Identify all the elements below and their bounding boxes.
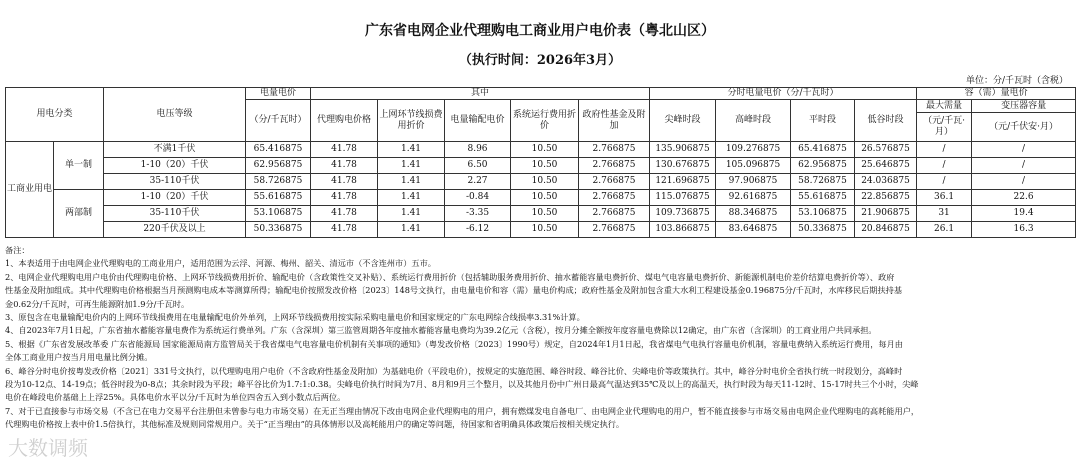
cell-sys: 10.50 (511, 190, 579, 206)
cell-proxy: 41.78 (311, 174, 378, 190)
notes-section (5, 244, 1075, 432)
cell-transformer: / (972, 174, 1076, 190)
table-row (6, 158, 1076, 174)
note-line: 段为10-12点、14-19点；低谷时段为0-8点；其余时段为平段；峰平谷比价为1.7:1:0.38。尖峰电价执行时间为7月、8月和9月三个整月，以及其他月份中广州日最高气温达到35℃及以上的高温天，执行时段为每天11-12时、15-17时共三个小时，尖峰 (5, 379, 919, 390)
header-transmission: 电量输配电价 (445, 100, 511, 142)
cell-proxy: 41.78 (311, 142, 378, 158)
cell-sharp: 103.866875 (650, 222, 716, 238)
notes-heading: 备注： (5, 245, 30, 255)
header-flat: 平时段 (791, 100, 855, 142)
table-row (6, 174, 1076, 190)
cell-energy: 53.106875 (246, 206, 311, 222)
cell-demand: / (917, 158, 972, 174)
cell-sys: 10.50 (511, 222, 579, 238)
note-line: 4、自2023年7月1日起，广东省抽水蓄能容量电费作为系统运行费单列。广东（含深圳）第三监管周期各年度抽水蓄能容量电费均为39.2亿元（含税），按月分摊全额按年度容量电费除以12确定，由广东省（含深圳）的工商业用户共同承担。 (5, 325, 877, 336)
header-proxy-price: 代理购电价格 (311, 100, 378, 142)
cell-voltage: 不满1千伏 (104, 142, 246, 158)
table-row (6, 190, 1076, 206)
note-line: 全体工商业用户按当月用电量比例分摊。 (5, 352, 153, 363)
note-line: 1、本表适用于由电网企业代理购电的工商业用户，适用范围为云浮、河源、梅州、韶关、清远市（不含连州市）五市。 (5, 258, 436, 269)
cell-fund: 2.766875 (579, 174, 650, 190)
cell-demand: 31 (917, 206, 972, 222)
note-line: 5、根据《广东省发展改革委 广东省能源局 国家能源局南方监管局关于我省煤电气电容量电价机制有关事项的通知》（粤发改价格〔2023〕1990号）规定，自2024年1月1日起，我省煤电气电执行容量电价机制，容量电费纳入系统运行费用，每月由 (5, 338, 903, 349)
cell-transformer: / (972, 158, 1076, 174)
header-system-cost: 系统运行费用折价 (511, 100, 579, 142)
cell-trans: -6.12 (445, 222, 511, 238)
table-row (6, 222, 1076, 238)
cell-voltage: 35-110千伏 (104, 206, 246, 222)
cell-loss: 1.41 (378, 206, 445, 222)
cell-peak: 83.646875 (716, 222, 791, 238)
cell-peak: 97.906875 (716, 174, 791, 190)
cell-fund: 2.766875 (579, 142, 650, 158)
cell-valley: 24.036875 (855, 174, 917, 190)
note-line: 7、对于已直接参与市场交易（不含已在电力交易平台注册但未曾参与电力市场交易）在无正当理由情况下改由电网企业代理购电的用户，拥有燃煤发电自备电厂、由电网企业代理购电的用户，暂不能直接参与市场交易由电网企业代理购电的高耗能用户， (5, 405, 920, 416)
header-of-which: 其中 (311, 88, 650, 100)
cell-sys: 10.50 (511, 158, 579, 174)
cell-fund: 2.766875 (579, 190, 650, 206)
cell-trans: 2.27 (445, 174, 511, 190)
cell-proxy: 41.78 (311, 206, 378, 222)
unit-label: 单位：分/千瓦时（含税） (965, 76, 1068, 86)
cell-demand: 26.1 (917, 222, 972, 238)
note-line: 2、电网企业代理购电用户电价由代理购电价格、上网环节线损费用折价、输配电价（含政策性交叉补贴）、系统运行费用折价（包括辅助服务费用折价、抽水蓄能容量电费折价、煤电气电容量电费折价、新能源机制电价差价结算电费折价等）、政府 (5, 271, 895, 282)
note-line: 性基金及附加组成。其中代理购电价格根据当月预测购电成本等测算所得；输配电价按照发改价格〔2023〕148号文执行，由电量电价和容（需）量电价构成；政府性基金及附加包含重大水利工程建设基金0.196875分/千瓦时，水库移民后期扶持基 (5, 285, 903, 296)
cell-transformer: 16.3 (972, 222, 1076, 238)
cell-flat: 53.106875 (791, 206, 855, 222)
header-energy-price: 电量电价 (246, 88, 311, 100)
cell-peak: 105.096875 (716, 158, 791, 174)
cell-proxy: 41.78 (311, 158, 378, 174)
cell-sys: 10.50 (511, 174, 579, 190)
cell-energy: 62.956875 (246, 158, 311, 174)
cell-demand: 36.1 (917, 190, 972, 206)
cell-trans: 8.96 (445, 142, 511, 158)
cell-sharp: 135.906875 (650, 142, 716, 158)
note-line: 3、原包含在电量输配电价内的上网环节线损费用在电量输配电价外单列，上网环节线损费用按实际采购电量电价和国家规定的广东电网综合线损率3.31%计算。 (5, 312, 585, 323)
cell-valley: 20.846875 (855, 222, 917, 238)
price-table (5, 87, 1076, 238)
cell-voltage: 35-110千伏 (104, 174, 246, 190)
header-transformer: 变压器容量 (972, 100, 1076, 113)
cell-transformer: 19.4 (972, 206, 1076, 222)
cell-transformer: 22.6 (972, 190, 1076, 206)
header-tou: 分时电量电价（分/千瓦时） (650, 88, 917, 100)
cell-peak: 88.346875 (716, 206, 791, 222)
cell-flat: 62.956875 (791, 158, 855, 174)
cell-valley: 25.646875 (855, 158, 917, 174)
header-gov-fund: 政府性基金及附加 (579, 100, 650, 142)
cell-fund: 2.766875 (579, 206, 650, 222)
cell-loss: 1.41 (378, 158, 445, 174)
header-max-demand: 最大需量 (917, 100, 972, 113)
cell-sys: 10.50 (511, 142, 579, 158)
header-max-demand-unit: （元/千瓦·月） (917, 113, 972, 142)
cell-loss: 1.41 (378, 190, 445, 206)
subgroup-two-part: 两部制 (54, 190, 104, 238)
page-subtitle: （执行时间：2026年3月） (458, 53, 622, 68)
cell-loss: 1.41 (378, 142, 445, 158)
cell-fund: 2.766875 (579, 222, 650, 238)
cell-flat: 58.726875 (791, 174, 855, 190)
table-row (6, 206, 1076, 222)
note-line: 金0.62分/千瓦时，可再生能源附加1.9分/千瓦时。 (5, 298, 190, 309)
cell-energy: 58.726875 (246, 174, 311, 190)
header-voltage: 电压等级 (104, 88, 246, 142)
cell-sharp: 121.696875 (650, 174, 716, 190)
subgroup-single: 单一制 (54, 142, 104, 190)
cell-trans: -0.84 (445, 190, 511, 206)
cell-fund: 2.766875 (579, 158, 650, 174)
cell-energy: 55.616875 (246, 190, 311, 206)
cell-voltage: 1-10（20）千伏 (104, 190, 246, 206)
cell-sharp: 130.676875 (650, 158, 716, 174)
cell-flat: 65.416875 (791, 142, 855, 158)
cell-proxy: 41.78 (311, 222, 378, 238)
cell-peak: 92.616875 (716, 190, 791, 206)
header-peak-sharp: 尖峰时段 (650, 100, 716, 142)
cell-flat: 50.336875 (791, 222, 855, 238)
cell-valley: 26.576875 (855, 142, 917, 158)
header-energy-price-unit: （分/千瓦时） (246, 100, 311, 142)
cell-transformer: / (972, 142, 1076, 158)
header-transformer-unit: （元/千伏安·月） (972, 113, 1076, 142)
cell-trans: -3.35 (445, 206, 511, 222)
cell-valley: 22.856875 (855, 190, 917, 206)
cell-energy: 50.336875 (246, 222, 311, 238)
cell-trans: 6.50 (445, 158, 511, 174)
cell-voltage: 220千伏及以上 (104, 222, 246, 238)
header-capacity: 容（需）量电价 (917, 88, 1076, 100)
cell-loss: 1.41 (378, 222, 445, 238)
cell-demand: / (917, 174, 972, 190)
cell-energy: 65.416875 (246, 142, 311, 158)
cell-proxy: 41.78 (311, 190, 378, 206)
note-line: 6、峰谷分时电价按粤发改价格〔2021〕331号文执行，以代理购电用户电价（不含政府性基金及附加）为基础电价（平段电价），按规定的实施范围、峰谷时段、峰谷比价、尖峰电价等政策执行。其中，峰谷分时电价全省执行统一时段划分，高峰时 (5, 365, 903, 376)
cell-peak: 109.276875 (716, 142, 791, 158)
cell-loss: 1.41 (378, 174, 445, 190)
header-valley: 低谷时段 (855, 100, 917, 142)
header-category: 用电分类 (6, 88, 104, 142)
group-label: 工商业用电 (6, 142, 54, 238)
cell-flat: 55.616875 (791, 190, 855, 206)
cell-valley: 21.906875 (855, 206, 917, 222)
header-loss-fee: 上网环节线损费用折价 (378, 100, 445, 142)
cell-sharp: 109.736875 (650, 206, 716, 222)
cell-voltage: 1-10（20）千伏 (104, 158, 246, 174)
cell-sharp: 115.076875 (650, 190, 716, 206)
note-line: 电价在峰段电价基础上上浮25%。具体电价水平以分/千瓦时为单位四舍五入到小数点后两位。 (5, 392, 346, 403)
page-title: 广东省电网企业代理购电工商业用户电价表（粤北山区） (365, 23, 715, 39)
cell-demand: / (917, 142, 972, 158)
header-peak: 高峰时段 (716, 100, 791, 142)
watermark: 大数调频 (8, 436, 88, 460)
cell-sys: 10.50 (511, 206, 579, 222)
table-row (6, 142, 1076, 158)
note-line: 代理购电价格按上表中价1.5倍执行，其他标准及规则同常规用户。关于“正当理由”的具体情形以及高耗能用户的确定等问题，待国家和省明确具体政策后按相关规定执行。 (5, 419, 625, 430)
